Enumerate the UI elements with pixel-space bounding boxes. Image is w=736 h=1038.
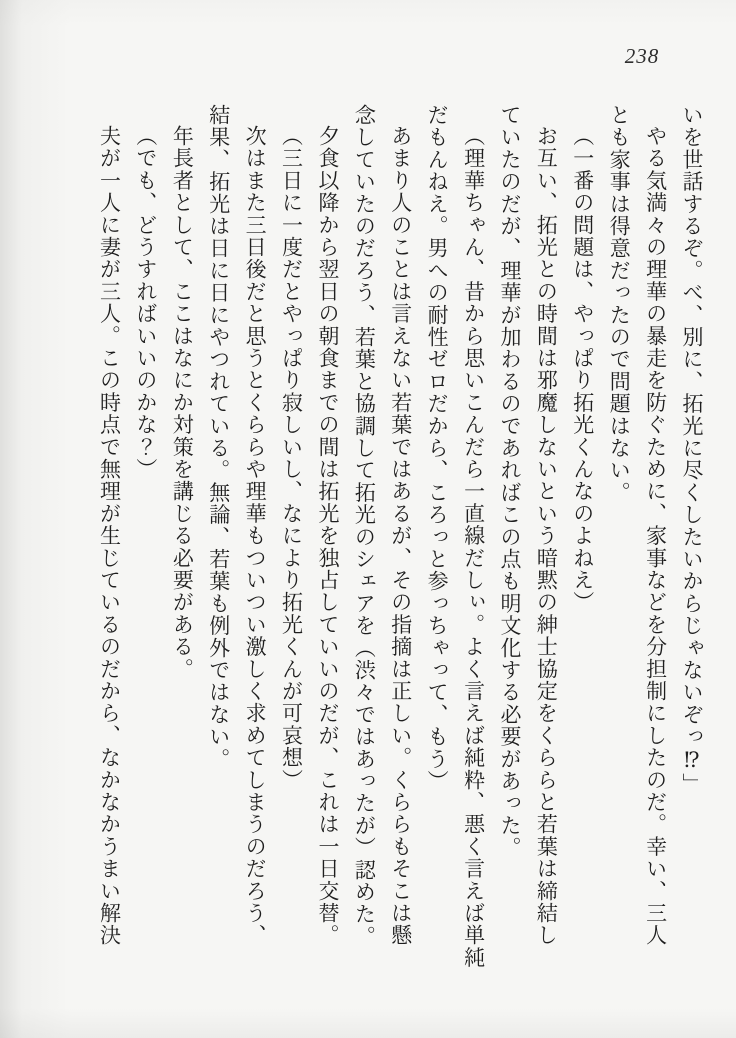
text-line-8: だもんねえ。男への耐性ゼロだから、ころっと参っちゃって、もう）: [425, 104, 450, 793]
text-line-14: 結果、拓光は日に日にやつれている。無論、若葉も例外ではない。: [206, 104, 231, 770]
text-block: [91, 104, 710, 969]
text-line-12: （三日に一度だとやっぱり寂しいし、なにより拓光くんが可哀想）: [279, 125, 304, 791]
text-line-4: （一番の問題は、やっぱり拓光くんなのよねえ）: [570, 125, 595, 614]
text-line-10: 念していたのだろう、若葉と協調して拓光のシェアを（渋々ではあったが）認めた。: [352, 104, 377, 948]
page-number: 238: [624, 44, 660, 68]
text-line-3: とも家事は得意だったので問題はない。: [607, 104, 632, 504]
text-line-7: （理華ちゃん、昔から思いこんだら一直線だしぃ。よく言えば純粋、悪く言えば単純: [461, 125, 486, 969]
text-line-5: お互い、拓光との時間は邪魔しないという暗黙の紳士協定をくららと若葉は締結し: [534, 125, 559, 947]
text-line-11: 夕食以降から翌日の朝食までの間は拓光を独占していいのだが、これは一日交替。: [315, 125, 340, 947]
text-line-1: いを世話するぞ。べ、別に、拓光に尽くしたいからじゃないぞっ⁉」: [680, 104, 704, 796]
text-line-2: やる気満々の理華の暴走を防ぐために、家事などを分担制にしたのだ。幸い、三人: [643, 125, 668, 947]
text-line-9: あまり人のことは言えない若葉ではあるが、その指摘は正しい。くららもそこは懸: [388, 125, 413, 947]
text-line-16: （でも、どうすればいいのかな？）: [133, 125, 158, 481]
text-line-17: 夫が一人に妻が三人。この時点で無理が生じているのだから、なかなかうまい解決: [97, 125, 122, 947]
text-line-6: ていたのだが、理華が加わるのであればこの点も明文化する必要があった。: [497, 104, 522, 859]
text-line-13: 次はまた三日後だと思うとくららや理華もついつい激しく求めてしまうのだろう、: [243, 125, 268, 947]
text-line-15: 年長者として、ここはなにか対策を講じる必要がある。: [170, 125, 195, 680]
